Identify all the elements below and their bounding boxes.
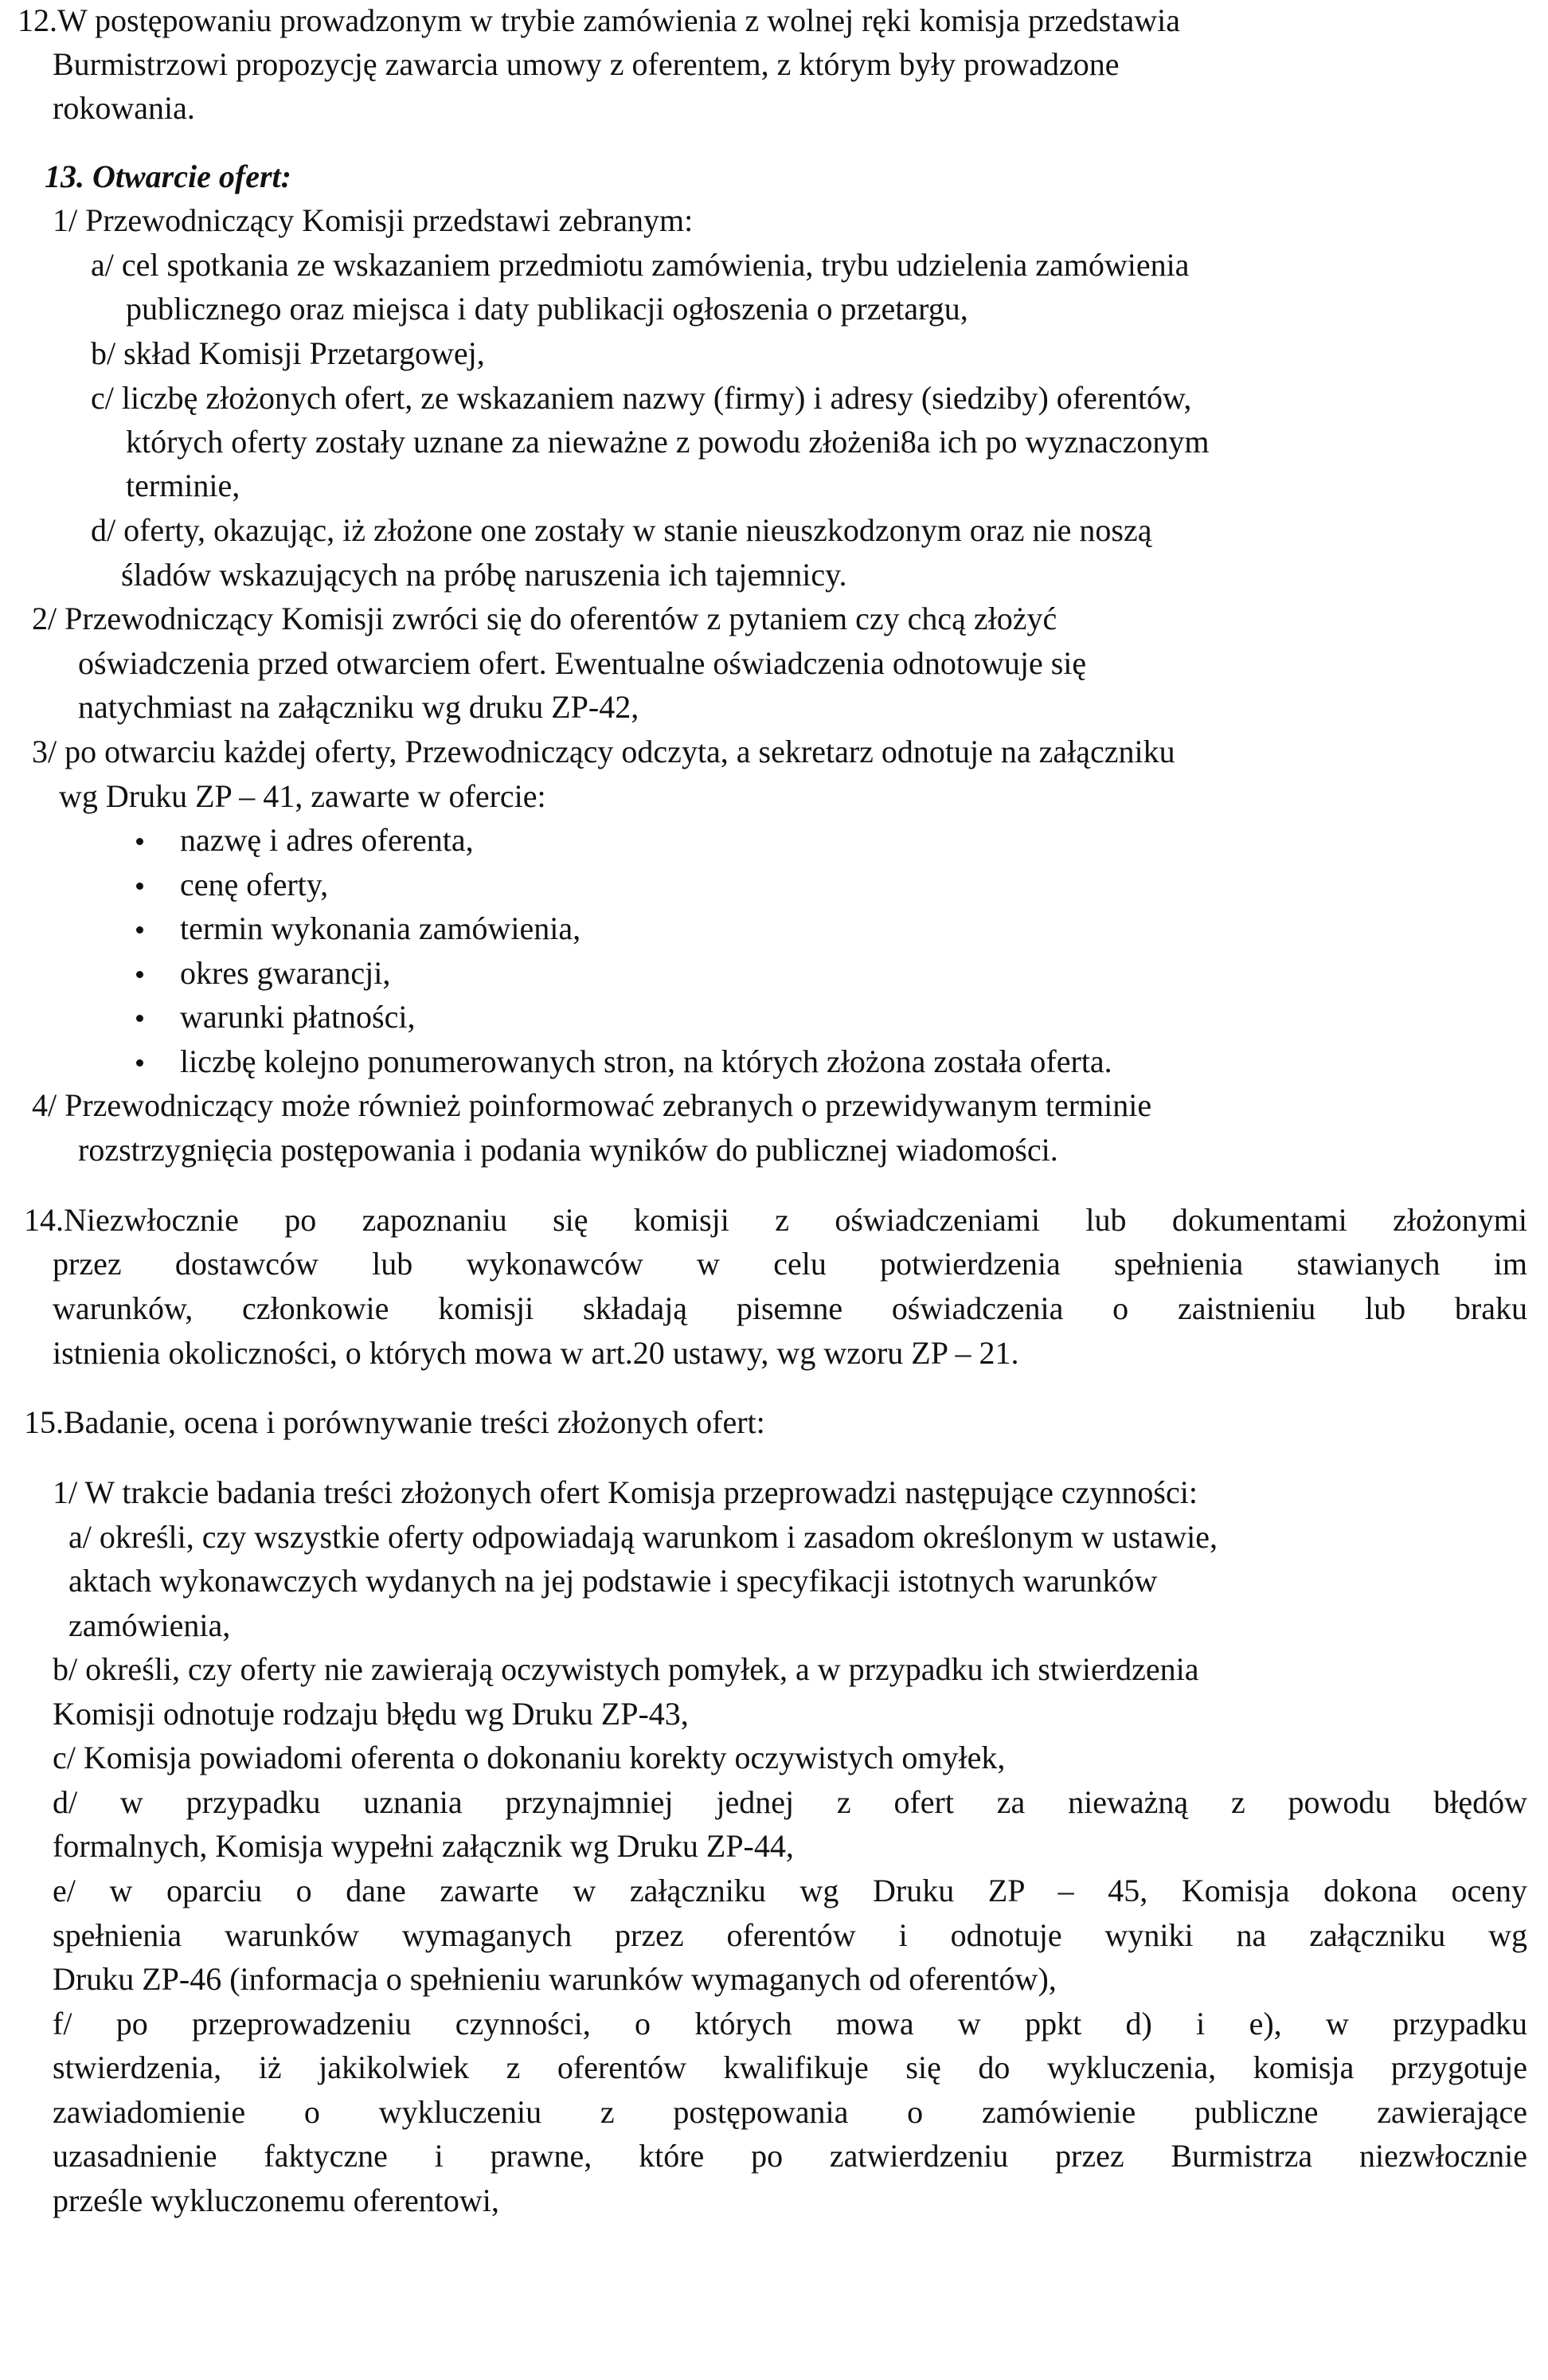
bullet-item: termin wykonania zamówienia, [180,910,581,946]
section-15-f-line-1: f/ po przeprowadzeniu czynności, o których mowa w ppkt d) i e), w przypadku [53,2006,1527,2041]
section-13-item-3-line-1: 3/ po otwarciu każdej oferty, Przewodniczący odczyta, a sekretarz odnotuje na załączniku [32,734,1175,769]
bullet-icon [136,883,143,890]
section-12-line-3: rokowania. [53,90,195,126]
section-14-line-2: przez dostawców lub wykonawców w celu potwierdzenia spełnienia stawianych im [53,1246,1527,1282]
section-14-line-4: istnienia okoliczności, o których mowa w art.20 ustawy, wg wzoru ZP – 21. [53,1335,1019,1371]
bullet-item: nazwę i adres oferenta, [180,822,474,858]
section-13-item-1a-line-2: publicznego oraz miejsca i daty publikacji ogłoszenia o przetargu, [126,291,968,327]
bullet-icon [136,838,143,845]
bullet-icon [136,971,143,978]
section-13-item-1-intro: 1/ Przewodniczący Komisji przedstawi zebranym: [53,202,694,238]
section-13-item-1d-line-1: d/ oferty, okazując, iż złożone one zostały w stanie nieuszkodzonym oraz nie noszą [91,512,1152,548]
section-15-e-line-1: e/ w oparciu o dane zawarte w załączniku wg Druku ZP – 45, Komisja dokona oceny [53,1873,1527,1908]
section-13-item-2-line-1: 2/ Przewodniczący Komisji zwróci się do oferentów z pytaniem czy chcą złożyć [32,601,1057,636]
section-15-a-line-2: aktach wykonawczych wydanych na jej podstawie i specyfikacji istotnych warunków [68,1563,1158,1599]
bullet-icon [136,1059,143,1067]
bullet-item: liczbę kolejno ponumerowanych stron, na których złożona została oferta. [180,1043,1112,1079]
section-13-item-1a-line-1: a/ cel spotkania ze wskazaniem przedmiotu zamówienia, trybu udzielenia zamówienia [91,247,1190,283]
section-14-line-1: 14.Niezwłocznie po zapoznaniu się komisji z oświadczeniami lub dokumentami złożonymi [24,1202,1527,1238]
section-15-intro: 1/ W trakcie badania treści złożonych ofert Komisja przeprowadzi następujące czynności: [53,1474,1198,1510]
section-13-item-1c-line-1: c/ liczbę złożonych ofert, ze wskazaniem nazwy (firmy) i adresy (siedziby) oferentów, [91,380,1192,416]
section-12-line-2: Burmistrzowi propozycję zawarcia umowy z oferentem, z którym były prowadzone [53,46,1120,82]
section-13-item-1c-line-3: terminie, [126,468,240,503]
section-15-d-line-2: formalnych, Komisja wypełni załącznik wg Druku ZP-44, [53,1828,794,1864]
section-15-heading: 15.Badanie, ocena i porównywanie treści złożonych ofert: [24,1404,765,1440]
section-15-d-line-1: d/ w przypadku uznania przynajmniej jednej z ofert za nieważną z powodu błędów [53,1784,1527,1820]
section-13-item-3-line-2: wg Druku ZP – 41, zawarte w ofercie: [59,778,546,814]
section-15-a-line-1: a/ określi, czy wszystkie oferty odpowiadają warunkom i zasadom określonym w ustawie, [68,1519,1218,1555]
section-13-item-1c-line-2: których oferty zostały uznane za nieważne z powodu złożeni8a ich po wyznaczonym [126,424,1210,460]
section-13-item-1b: b/ skład Komisji Przetargowej, [91,335,485,371]
bullet-icon [136,1015,143,1022]
section-13-item-2-line-3: natychmiast na załączniku wg druku ZP-42, [78,689,639,725]
section-15-f-line-4: uzasadnienie faktyczne i prawne, które po zatwierdzeniu przez Burmistrza niezwłocznie [53,2138,1527,2174]
section-15-a-line-3: zamówienia, [68,1607,231,1643]
section-15-f-line-3: zawiadomienie o wykluczeniu z postępowania o zamówienie publiczne zawierające [53,2094,1527,2130]
bullet-item: warunki płatności, [180,999,416,1035]
section-13-item-4-line-1: 4/ Przewodniczący może również poinformować zebranych o przewidywanym terminie [32,1087,1152,1123]
section-15-b-line-2: Komisji odnotuje rodzaju błędu wg Druku ZP-43, [53,1696,689,1732]
bullet-icon [136,926,143,934]
section-15-c: c/ Komisja powiadomi oferenta o dokonaniu korekty oczywistych omyłek, [53,1740,1006,1775]
section-13-item-1d-line-2: śladów wskazujących na próbę naruszenia ich tajemnicy. [121,557,847,593]
bullet-item: okres gwarancji, [180,955,391,991]
section-14-line-3: warunków, członkowie komisji składają pisemne oświadczenia o zaistnieniu lub braku [53,1290,1527,1326]
bullet-item: cenę oferty, [180,867,329,902]
section-15-e-line-2: spełnienia warunków wymaganych przez oferentów i odnotuje wyniki na załączniku wg [53,1917,1527,1953]
section-15-f-line-5: prześle wykluczonemu oferentowi, [53,2182,499,2218]
section-15-b-line-1: b/ określi, czy oferty nie zawierają oczywistych pomyłek, a w przypadku ich stwierdzenia [53,1651,1199,1687]
section-13-heading: 13. Otwarcie ofert: [45,159,291,194]
section-13-item-2-line-2: oświadczenia przed otwarciem ofert. Ewentualne oświadczenia odnotowuje się [78,645,1087,681]
section-12-line-1: 12.W postępowaniu prowadzonym w trybie zamówienia z wolnej ręki komisja przedstawia [18,2,1180,38]
section-15-f-line-2: stwierdzenia, iż jakikolwiek z oferentów kwalifikuje się do wykluczenia, komisja przygotuje [53,2049,1527,2085]
section-15-e-line-3: Druku ZP-46 (informacja o spełnieniu warunków wymaganych od oferentów), [53,1961,1057,1997]
section-13-item-4-line-2: rozstrzygnięcia postępowania i podania wyników do publicznej wiadomości. [78,1132,1058,1168]
